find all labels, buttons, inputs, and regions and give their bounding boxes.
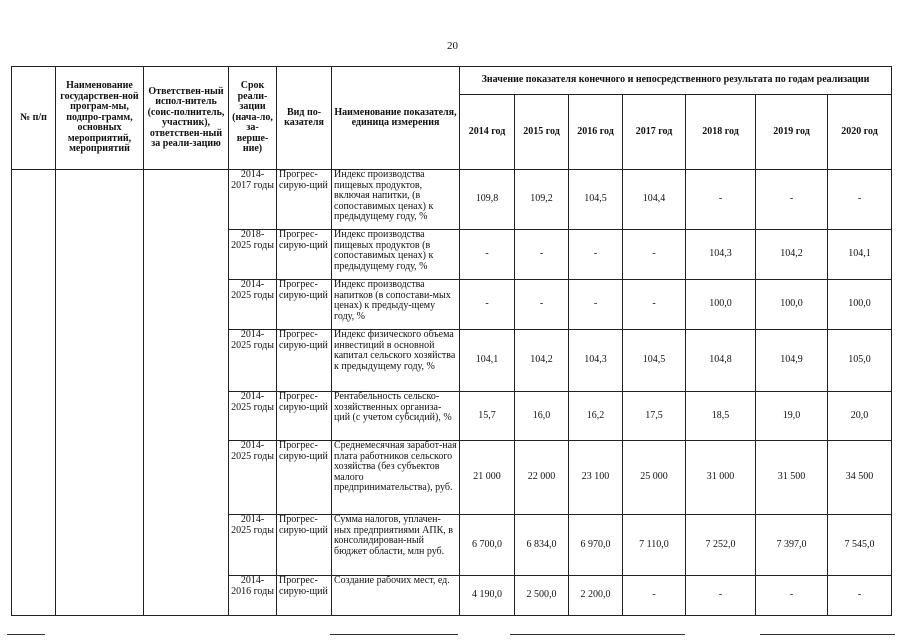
value-cell: - [828,170,892,230]
value-cell: 104,2 [515,330,569,392]
value-cell: 104,5 [569,170,623,230]
bottom-edge-marks [0,630,905,640]
value-cell: 6 834,0 [515,515,569,576]
header-year: 2015 год [515,95,569,170]
type-cell: Прогрес-сирую-щий [277,515,332,576]
indicator-cell: Рентабельность сельско-хозяйственных организа-ций (с учетом субсидий), % [332,392,460,441]
header-year: 2018 год [686,95,756,170]
header-type: Вид по-казателя [277,67,332,170]
period-cell: 2014-2025 годы [229,515,277,576]
table-body [12,170,892,616]
program-cell [56,170,144,616]
indicator-cell: Индекс производства пищевых продуктов (в сопоставимых ценах) к предыдущему году, % [332,230,460,280]
type-cell: Прогрес-сирую-щий [277,576,332,616]
value-cell: 2 200,0 [569,576,623,616]
header-year: 2016 год [569,95,623,170]
period-cell: 2014-2025 годы [229,330,277,392]
value-cell: 19,0 [756,392,828,441]
value-cell: 104,2 [756,230,828,280]
value-cell: 104,5 [623,330,686,392]
indicator-cell: Индекс физического объема инвестиций в основной капитал сельского хозяйства к предыдущему году, % [332,330,460,392]
table-container [11,66,892,616]
period-cell: 2014-2017 годы [229,170,277,230]
type-cell: Прогрес-сирую-щий [277,280,332,330]
value-cell: 7 397,0 [756,515,828,576]
period-cell: 2014-2025 годы [229,280,277,330]
value-cell: 31 000 [686,441,756,515]
value-cell: 7 252,0 [686,515,756,576]
header-num: № п/п [12,67,56,170]
type-cell: Прогрес-сирую-щий [277,392,332,441]
value-cell: 25 000 [623,441,686,515]
value-cell: - [623,280,686,330]
value-cell: 104,9 [756,330,828,392]
value-cell: 18,5 [686,392,756,441]
value-cell: 2 500,0 [515,576,569,616]
indicator-cell: Среднемесячная заработ-ная плата работников сельского хозяйства (без субъектов малого предпринимательства), руб. [332,441,460,515]
executor-cell [144,170,229,616]
period-cell: 2014-2016 годы [229,576,277,616]
value-cell: - [756,170,828,230]
period-cell: 2018-2025 годы [229,230,277,280]
value-cell: 6 970,0 [569,515,623,576]
value-cell: - [756,576,828,616]
value-cell: 16,2 [569,392,623,441]
value-cell: 104,8 [686,330,756,392]
value-cell: 23 100 [569,441,623,515]
header-year: 2020 год [828,95,892,170]
value-cell: 7 110,0 [623,515,686,576]
value-cell: - [828,576,892,616]
value-cell: 7 545,0 [828,515,892,576]
value-cell: 20,0 [828,392,892,441]
value-cell: 100,0 [828,280,892,330]
indicator-cell: Индекс производства напитков (в сопостави-мых ценах) к предыду-щему году, % [332,280,460,330]
value-cell: - [515,230,569,280]
header-year: 2019 год [756,95,828,170]
value-cell: 100,0 [686,280,756,330]
indicators-table [11,66,892,616]
value-cell: - [569,230,623,280]
header-indicator: Наименование показателя, единица измерения [332,67,460,170]
value-cell: - [569,280,623,330]
value-cell: - [623,230,686,280]
value-cell: 31 500 [756,441,828,515]
value-cell: 109,2 [515,170,569,230]
value-cell: 104,1 [828,230,892,280]
type-cell: Прогрес-сирую-щий [277,330,332,392]
header-executor: Ответствен-ный испол-нитель (соис-полнитель, участник), ответствен-ный за реали-зацию [144,67,229,170]
value-cell: 16,0 [515,392,569,441]
value-cell: 6 700,0 [460,515,515,576]
header-year: 2014 год [460,95,515,170]
type-cell: Прогрес-сирую-щий [277,230,332,280]
indicator-cell: Сумма налогов, уплачен-ных предприятиями АПК, в консолидирован-ный бюджет области, млн руб. [332,515,460,576]
value-cell: - [460,230,515,280]
value-cell: 100,0 [756,280,828,330]
value-cell: - [515,280,569,330]
value-cell: 34 500 [828,441,892,515]
value-cell: 104,3 [569,330,623,392]
header-group-title: Значение показателя конечного и непосредственного результата по годам реализации [460,67,892,95]
value-cell: 22 000 [515,441,569,515]
value-cell: - [686,576,756,616]
num-cell [12,170,56,616]
value-cell: 104,3 [686,230,756,280]
value-cell: 105,0 [828,330,892,392]
value-cell: 109,8 [460,170,515,230]
value-cell: 21 000 [460,441,515,515]
value-cell: - [460,280,515,330]
period-cell: 2014-2025 годы [229,392,277,441]
value-cell: - [623,576,686,616]
indicator-cell: Создание рабочих мест, ед. [332,576,460,616]
value-cell: - [686,170,756,230]
value-cell: 104,1 [460,330,515,392]
period-cell: 2014-2025 годы [229,441,277,515]
value-cell: 104,4 [623,170,686,230]
header-year: 2017 год [623,95,686,170]
header-period: Срок реали-зации (нача-ло, за-верше-ние) [229,67,277,170]
page-number: 20 [447,40,458,52]
table-row [12,170,892,230]
type-cell: Прогрес-сирую-щий [277,170,332,230]
type-cell: Прогрес-сирую-щий [277,441,332,515]
value-cell: 15,7 [460,392,515,441]
table-header [12,67,892,170]
value-cell: 17,5 [623,392,686,441]
indicator-cell: Индекс производства пищевых продуктов, включая напитки, (в сопоставимых ценах) к предыдущему году, % [332,170,460,230]
header-program: Наименование государствен-ной програм-мы, подпро-грамм, основных мероприятий, мероприятий [56,67,144,170]
value-cell: 4 190,0 [460,576,515,616]
